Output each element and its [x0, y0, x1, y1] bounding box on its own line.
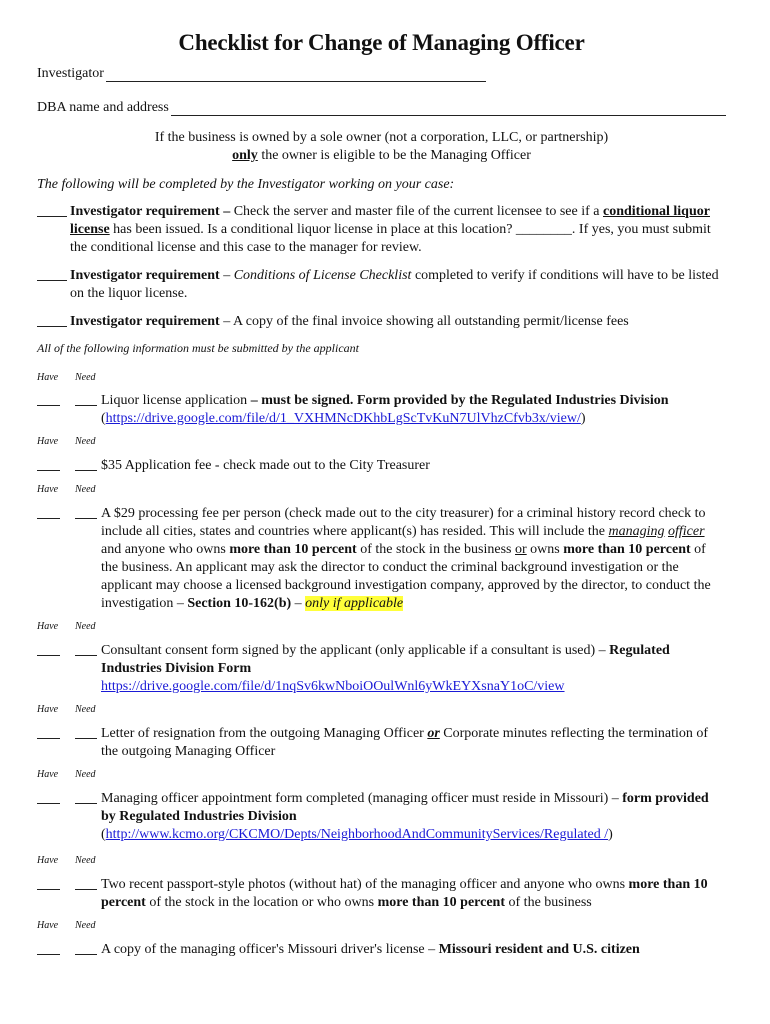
have-checkbox[interactable] — [37, 505, 60, 519]
item-1-bold: – must be signed. Form provided by the Regulated Industries Division — [250, 393, 669, 408]
need-label: Need — [75, 769, 96, 780]
have-checkbox[interactable] — [37, 457, 60, 471]
investigator-blank[interactable] — [106, 67, 486, 82]
item-3-part-5: of the business. An applicant may ask the director to conduct the criminal background investigation or the applicant may choose a licensed background investigation company, approved by the director, to conduct the investigation – — [101, 542, 711, 611]
requirement-3-part-1: – A copy of the final invoice showing all outstanding permit/license fees — [219, 314, 629, 329]
have-need-header — [37, 621, 726, 632]
conditions-checklist-title: Conditions of License Checklist — [233, 268, 412, 283]
have-label: Have — [37, 704, 59, 715]
dba-field — [37, 100, 726, 116]
need-checkbox[interactable] — [75, 941, 97, 955]
item-7-part-3: of the business — [505, 895, 592, 910]
item-3-bold-2: more than 10 percent — [563, 542, 691, 557]
item-6-bold: form provided by Regulated Industries Division — [101, 791, 709, 824]
applicant-intro: All of the following information must be submitted by the applicant — [37, 341, 359, 355]
officer-emphasis: officer — [667, 524, 705, 539]
investigator-requirement-3 — [37, 313, 726, 331]
have-checkbox[interactable] — [37, 941, 60, 955]
or-emphasis: or — [427, 726, 440, 741]
need-checkbox[interactable] — [75, 457, 97, 471]
checklist-item-resignation-letter — [37, 725, 726, 761]
item-2-text: $35 Application fee - check made out to the City Treasurer — [101, 458, 430, 473]
item-5-part-1: Letter of resignation from the outgoing Managing Officer — [101, 726, 428, 741]
need-label: Need — [75, 621, 96, 632]
investigator-label: Investigator — [37, 66, 104, 81]
item-5-part-2: Corporate minutes reflecting the termination of the outgoing Managing Officer — [101, 726, 709, 759]
have-label: Have — [37, 436, 59, 447]
have-checkbox[interactable] — [37, 392, 60, 406]
have-checkbox[interactable] — [37, 790, 60, 804]
conditional-license-emphasis: conditional liquor license — [70, 204, 710, 237]
checklist-item-passport-photos — [37, 876, 726, 912]
investigator-requirement-2 — [37, 267, 726, 303]
section-reference: Section 10-162(b) — [187, 596, 292, 611]
have-label: Have — [37, 769, 59, 780]
item-7-part-1: Two recent passport-style photos (without hat) of the managing officer and anyone who owns — [101, 877, 629, 892]
have-need-header — [37, 704, 726, 715]
need-checkbox[interactable] — [75, 876, 97, 890]
need-label: Need — [75, 855, 96, 866]
item-3-text — [101, 505, 726, 613]
item-8-text — [101, 941, 726, 959]
have-need-header — [37, 855, 726, 866]
sole-owner-line-2-text: the owner is eligible to be the Managing Officer — [257, 148, 531, 163]
have-checkbox[interactable] — [37, 876, 60, 890]
investigator-field — [37, 66, 726, 82]
have-checkbox[interactable] — [37, 642, 60, 656]
item-4-bold: Regulated Industries Division Form — [101, 643, 670, 676]
checklist-item-background-check — [37, 505, 726, 613]
checklist-item-drivers-license — [37, 941, 726, 959]
item-3-bold-1: more than 10 percent — [229, 542, 357, 557]
have-need-header — [37, 920, 726, 931]
item-8-part-1: A copy of the managing officer's Missouri driver's license – — [101, 942, 439, 957]
item-6-text — [101, 790, 726, 844]
item-4-part-1: Consultant consent form signed by the applicant (only applicable if a consultant is used) – — [101, 643, 610, 658]
dba-blank[interactable] — [171, 101, 726, 116]
need-label: Need — [75, 372, 96, 383]
requirement-1-text — [70, 203, 726, 257]
have-label: Have — [37, 621, 59, 632]
item-7-bold-1: more than 10 percent — [101, 877, 708, 910]
have-label: Have — [37, 920, 59, 931]
need-label: Need — [75, 704, 96, 715]
item-text — [101, 392, 726, 428]
item-1-open-paren: ( — [101, 411, 106, 426]
requirement-3-text — [70, 313, 726, 331]
need-checkbox[interactable] — [75, 642, 97, 656]
have-need-header — [37, 436, 726, 447]
requirement-3-heading: Investigator requirement — [70, 314, 220, 329]
item-6-open-paren: ( — [101, 827, 106, 842]
requirement-3-blank[interactable] — [37, 313, 67, 327]
item-7-bold-2: more than 10 percent — [377, 895, 506, 910]
item-3-part-6: – — [291, 596, 306, 611]
requirement-2-text — [70, 267, 726, 303]
only-emphasis: only — [232, 148, 258, 163]
have-need-header — [37, 372, 726, 383]
only-if-applicable-highlight: only if applicable — [305, 596, 404, 611]
item-4-text — [101, 642, 726, 696]
requirement-1-blank[interactable] — [37, 203, 67, 217]
or-emphasis: or — [515, 542, 527, 557]
requirement-1-part-1: Check the server and master file of the current licensee to see if a — [230, 204, 603, 219]
appointment-form-link[interactable]: http://www.kcmo.org/CKCMO/Depts/NeighborhoodAndCommunityServices/Regulated / — [105, 827, 609, 842]
investigator-intro: The following will be completed by the Investigator working on your case: — [37, 177, 455, 192]
need-checkbox[interactable] — [75, 505, 97, 519]
item-1-text: Liquor license application — [101, 393, 251, 408]
requirement-2-part-2: completed to verify if conditions will have to be listed on the liquor license. — [70, 268, 719, 301]
sole-owner-note — [37, 129, 726, 165]
checklist-item-application — [37, 392, 726, 428]
item-6-close-paren: ) — [608, 827, 613, 842]
item-5-text — [101, 725, 726, 761]
item-3-part-2: and anyone who owns — [101, 542, 230, 557]
have-label: Have — [37, 484, 59, 495]
item-1-close-paren: ) — [580, 411, 586, 426]
sole-owner-line-1: If the business is owned by a sole owner (not a corporation, LLC, or partnership) — [154, 130, 609, 145]
need-label: Need — [75, 920, 96, 931]
managing-emphasis: managing — [608, 524, 665, 539]
requirement-2-blank[interactable] — [37, 267, 67, 281]
checklist-item-consultant-consent — [37, 642, 726, 696]
item-7-part-2: of the stock in the location or who owns — [145, 895, 378, 910]
have-label: Have — [37, 855, 59, 866]
requirement-1-part-2: has been issued. Is a conditional liquor license in place at this location? ________. If yes, you must submit the conditional license and this case to the manager for review. — [70, 222, 711, 255]
item-6-part-1: Managing officer appointment form completed (managing officer must reside in Missouri) – — [101, 791, 623, 806]
requirement-2-part-1: – — [219, 268, 234, 283]
consultant-form-link[interactable]: https://drive.google.com/file/d/1nqSv6kwNboiOOulWnl6yWkEYXsnaY1oC/view — [101, 679, 565, 694]
requirement-1-heading: Investigator requirement – — [70, 204, 231, 219]
page-title: Checklist for Change of Managing Officer — [178, 30, 585, 55]
have-label: Have — [37, 372, 59, 383]
have-need-header — [37, 484, 726, 495]
need-checkbox[interactable] — [75, 725, 97, 739]
sole-owner-line-2 — [37, 147, 726, 165]
investigator-requirement-1 — [37, 203, 726, 257]
have-need-header — [37, 769, 726, 780]
dba-label: DBA name and address — [37, 100, 169, 115]
requirement-2-heading: Investigator requirement — [70, 268, 220, 283]
checklist-item-appointment-form — [37, 790, 726, 844]
need-checkbox[interactable] — [75, 392, 97, 406]
item-3-part-3: of the stock in the business — [356, 542, 515, 557]
item-3-part-1: A $29 processing fee per person (check made out to the city treasurer) for a criminal history record check to include all cities, states and countries where applicant(s) has resided. This will include the — [101, 506, 706, 539]
need-label: Need — [75, 484, 96, 495]
application-form-link[interactable]: https://drive.google.com/file/d/1_VXHMNcDKhbLgScTvKuN7UlVhzCfvb3x/view/ — [105, 411, 581, 426]
have-checkbox[interactable] — [37, 725, 60, 739]
item-8-bold: Missouri resident and U.S. citizen — [438, 942, 640, 957]
item-7-text — [101, 876, 726, 912]
item-3-part-4: owns — [526, 542, 564, 557]
need-checkbox[interactable] — [75, 790, 97, 804]
need-label: Need — [75, 436, 96, 447]
checklist-item-application-fee — [37, 457, 726, 475]
